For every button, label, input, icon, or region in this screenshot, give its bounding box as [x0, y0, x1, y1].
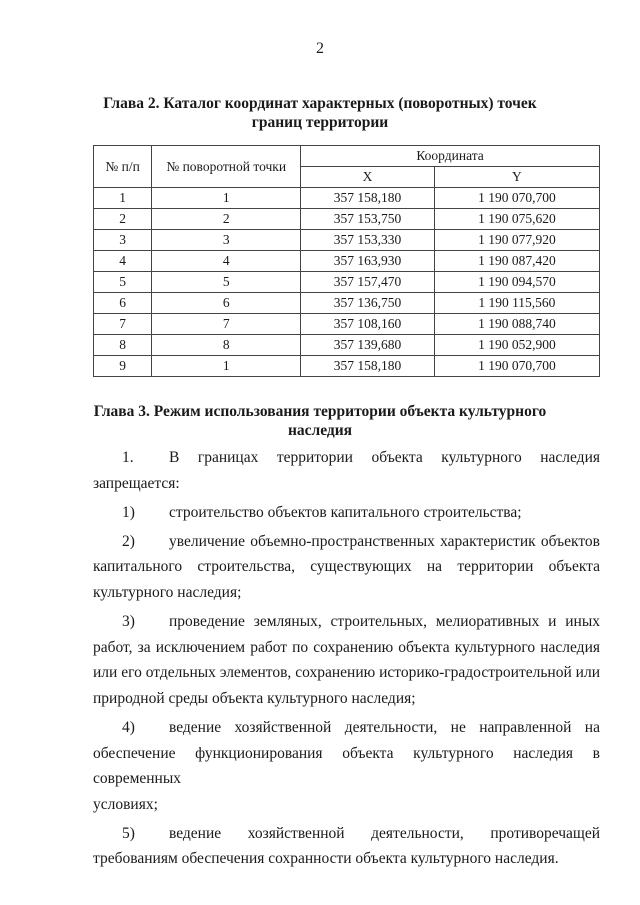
paragraph-text: увеличение объемно-пространственных характеристик объектов — [169, 532, 600, 550]
cell-x: 357 136,750 — [301, 293, 435, 314]
cell-y: 1 190 052,900 — [434, 335, 599, 356]
paragraph-line — [93, 821, 600, 847]
paragraph-line — [93, 609, 600, 635]
table-row — [94, 335, 600, 356]
paragraph-line: капитального строительства, существующих на территории объекта — [93, 558, 600, 576]
paragraph-number: 5) — [122, 824, 135, 842]
paragraph-line: или его отдельных элементов, сохранению историко-градостроительной или — [93, 664, 600, 682]
cell-num: 5 — [94, 272, 152, 293]
paragraph-text: В границах территории объекта культурного наследия — [169, 449, 600, 466]
table-row — [94, 293, 600, 314]
chapter-2-title-line1: Глава 2. Каталог координат характерных (поворотных) точек — [103, 95, 537, 112]
chapter-3-body — [93, 445, 600, 876]
paragraph-line — [93, 445, 600, 471]
table-body — [94, 188, 600, 377]
paragraph-line: природной среды объекта культурного наследия; — [93, 689, 416, 707]
paragraph-number: 3) — [122, 613, 135, 631]
paragraph-text: ведение хозяйственной деятельности, не направленной на — [169, 718, 600, 736]
cell-point: 6 — [152, 293, 301, 314]
cell-num: 2 — [94, 209, 152, 230]
table-row — [94, 188, 600, 209]
cell-y: 1 190 088,740 — [434, 314, 599, 335]
cell-y: 1 190 087,420 — [434, 251, 599, 272]
paragraph-text: проведение земляных, строительных, мелиоративных и иных — [169, 613, 600, 631]
cell-y: 1 190 070,700 — [434, 356, 599, 377]
paragraph-line — [93, 500, 600, 526]
paragraph-line: условиях; — [93, 795, 158, 813]
coordinates-table — [93, 145, 600, 377]
header-num: № п/п — [94, 146, 152, 188]
header-coordinate: Координата — [301, 146, 600, 167]
chapter-3-title-line1: Глава 3. Режим использования территории объекта культурного — [93, 403, 547, 420]
table-row — [94, 272, 600, 293]
header-y: Y — [434, 167, 599, 188]
cell-x: 357 108,160 — [301, 314, 435, 335]
cell-x: 357 158,180 — [301, 356, 435, 377]
paragraph-line — [93, 529, 600, 555]
cell-y: 1 190 077,920 — [434, 230, 599, 251]
cell-point: 2 — [152, 209, 301, 230]
cell-x: 357 153,330 — [301, 230, 435, 251]
table-row — [94, 209, 600, 230]
cell-x: 357 139,680 — [301, 335, 435, 356]
cell-x: 357 158,180 — [301, 188, 435, 209]
paragraph-line: культурного наследия; — [93, 583, 242, 601]
chapter-2-title-line2: границ территории — [251, 114, 389, 131]
paragraph-line — [93, 715, 600, 741]
cell-point: 7 — [152, 314, 301, 335]
cell-y: 1 190 075,620 — [434, 209, 599, 230]
cell-num: 3 — [94, 230, 152, 251]
paragraph-text: строительство объектов капитального строительства; — [169, 503, 522, 521]
cell-x: 357 153,750 — [301, 209, 435, 230]
cell-point: 1 — [152, 188, 301, 209]
paragraph-line: требованиям обеспечения сохранности объекта культурного наследия. — [93, 850, 559, 868]
header-x: X — [301, 167, 435, 188]
table-row — [94, 251, 600, 272]
paragraph-number: 2) — [122, 532, 135, 550]
cell-num: 7 — [94, 314, 152, 335]
paragraph-number: 4) — [122, 718, 135, 736]
cell-point: 4 — [152, 251, 301, 272]
table-row — [94, 314, 600, 335]
cell-point: 3 — [152, 230, 301, 251]
cell-num: 1 — [94, 188, 152, 209]
cell-point: 8 — [152, 335, 301, 356]
table-row — [94, 230, 600, 251]
cell-num: 6 — [94, 293, 152, 314]
paragraph-number: 1) — [122, 503, 135, 521]
paragraph-line: работ, за исключением работ по сохранению объекта культурного наследия — [93, 638, 600, 656]
cell-x: 357 157,470 — [301, 272, 435, 293]
chapter-3-heading — [80, 402, 560, 440]
page-number: 2 — [316, 40, 324, 57]
cell-y: 1 190 115,560 — [434, 293, 599, 314]
paragraph-line: обеспечение функционирования объекта культурного наследия в современных — [93, 744, 600, 788]
cell-x: 357 163,930 — [301, 251, 435, 272]
header-point: № поворотной точки — [152, 146, 301, 188]
cell-y: 1 190 070,700 — [434, 188, 599, 209]
cell-y: 1 190 094,570 — [434, 272, 599, 293]
cell-num: 8 — [94, 335, 152, 356]
chapter-2-heading — [80, 94, 560, 132]
cell-point: 1 — [152, 356, 301, 377]
cell-num: 4 — [94, 251, 152, 272]
paragraph-text: ведение хозяйственной деятельности, противоречащей — [169, 824, 600, 842]
table-row — [94, 356, 600, 377]
paragraph-line: запрещается: — [93, 474, 180, 492]
paragraph-number: 1. — [122, 449, 134, 466]
cell-num: 9 — [94, 356, 152, 377]
chapter-3-title-line2: наследия — [287, 422, 353, 439]
cell-point: 5 — [152, 272, 301, 293]
